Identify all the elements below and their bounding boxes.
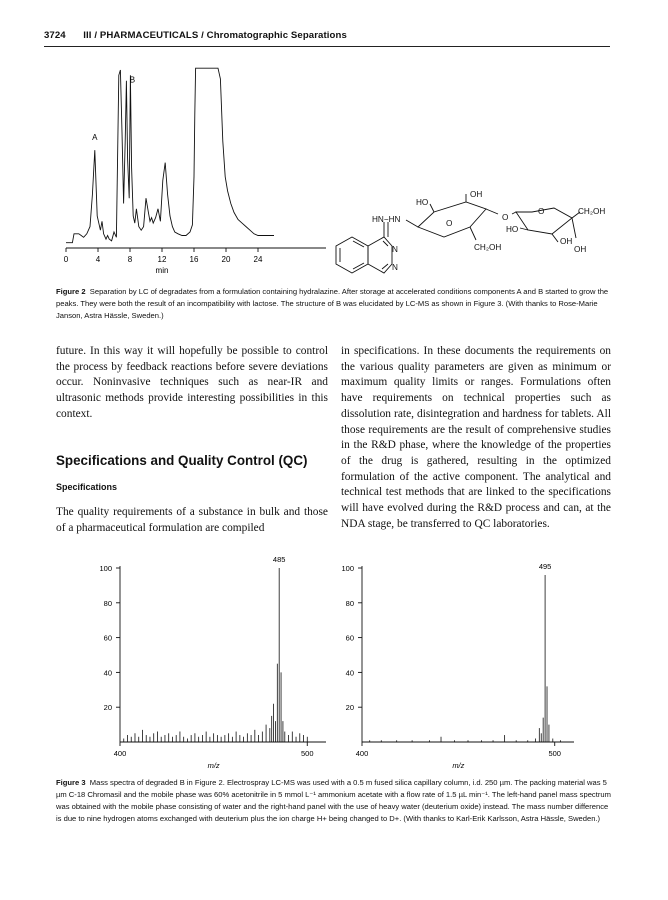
ms-right-y-tick-label: 20 <box>345 703 354 713</box>
ms-left-y-tick-label: 80 <box>103 598 112 608</box>
hydralazine-lactose-structure <box>326 182 626 282</box>
ms-right-x-tick-label: 400 <box>355 749 369 758</box>
figure2-caption-text: Separation by LC of degradates from a formulation containing hydralazine. After storage at accelerated conditions components A and B started to grow the peaks. They were both the result of an incompatibility with lactose. The structure of B was elucidated by LC-MS as shown in Figure 3. (With thanks to Rose-Marie Janson, Astra Hässle, Sweden.) <box>56 287 609 320</box>
ms-right-y-tick-label: 80 <box>345 598 354 608</box>
chrom-x-tick-label: 20 <box>221 255 231 264</box>
label-oh3: OH <box>574 245 587 254</box>
label-n1: N <box>392 245 398 254</box>
chrom-x-tick-label: 24 <box>253 255 263 264</box>
ms-right-x-tick-label: 500 <box>548 749 561 758</box>
page-number: 3724 <box>44 30 66 41</box>
peak-label-a: A <box>92 133 98 143</box>
benzene-ring <box>336 237 368 273</box>
figure3-caption <box>56 777 612 825</box>
label-o-link: O <box>502 213 509 222</box>
chromatogram-trace <box>66 68 274 243</box>
peak-label-b: B <box>129 75 136 85</box>
ms-right-y-tick-label: 60 <box>345 633 354 643</box>
ms-left-y-tick-label: 100 <box>99 564 112 573</box>
ms-left-x-tick-label: 500 <box>301 749 314 758</box>
label-o-ring1: O <box>446 219 453 228</box>
label-hn-hn: HN−HN <box>372 215 401 224</box>
chromatogram-chart <box>56 58 328 280</box>
mass-spectrum-right <box>334 550 584 772</box>
ms-left-peak-label: 485 <box>272 555 286 564</box>
figure2-caption <box>56 286 612 322</box>
ms-right-x-axis-label: m/z <box>452 761 465 770</box>
label-ch2oh2: CH₂OH <box>578 207 606 216</box>
chrom-x-axis-label: min <box>155 266 169 275</box>
chrom-x-tick-label: 0 <box>63 255 69 264</box>
figure2-caption-label: Figure 2 <box>56 287 86 296</box>
subsection-heading: Specifications <box>56 481 118 492</box>
left-paragraph-1: future. In this way it will hopefully be possible to control the process by feedback reactions before severe deviations occur. Noninvasive techniques such as near-IR and ultrasonic methods provide interesting possibilities in this context. <box>56 345 328 420</box>
label-ho1: HO <box>416 198 429 207</box>
chrom-x-tick-label: 8 <box>127 255 133 264</box>
ms-left-y-tick-label: 60 <box>103 633 112 643</box>
chrom-x-tick-label: 16 <box>189 255 199 264</box>
header-rule <box>44 46 610 47</box>
running-header <box>44 30 347 41</box>
ms-left-y-tick-label: 40 <box>103 668 112 678</box>
mass-spectrum-left <box>84 550 334 772</box>
label-o-ring2: O <box>538 207 545 216</box>
ms-left-x-tick-label: 400 <box>113 749 127 758</box>
label-n2: N <box>392 263 398 272</box>
ms-right-peak-label: 495 <box>538 561 552 571</box>
chrom-x-tick-label: 12 <box>157 255 167 264</box>
label-ho2: HO <box>506 225 519 234</box>
section-heading: Specifications and Quality Control (QC) <box>56 452 308 468</box>
label-oh1: OH <box>470 190 483 199</box>
label-ch2oh1: CH₂OH <box>474 243 502 252</box>
figure3-caption-label: Figure 3 <box>56 778 86 787</box>
ms-right-y-tick-label: 40 <box>345 668 354 678</box>
right-paragraph-1: in specifications. In these documents the requirements on the various quality parameters are given as minimum or maximum quality limits or ranges. Formulations often have requirements on technical properties such as dissolution rate, disintegration and hardness for tablets. All those requirements are the result of comprehensive studies in the R&D phase, where the knowledge of the properties of the drug is gathered, resulting in the optimized formulation of the active component. The analytical and technical test methods that are linked to the specifications will have evolved during the R&D process and can, at the NDA stage, be transferred to QC laboratories. <box>341 345 611 530</box>
ms-left-y-tick-label: 20 <box>103 703 112 713</box>
figure3-caption-text: Mass spectra of degraded B in Figure 2. Electrospray LC-MS was used with a 0.5 m fused silica capillary column, i.d. 250 µm. The packing material was 5 µm C-18 Chromasil and the mobile phase was 60% acetonitrile in 5 mmol L⁻¹ ammonium acetate with a flow rate of 1.5 µL min⁻¹. The left-hand panel mass spectrum was obtained with the mobile phase consisting of water and the right-hand panel with the use of heavy water (deuterium oxide) instead. The mass number difference is due to nine hydrogen atoms exchanged with deuterium plus the ion charge H+ being changed to D+. (With thanks to Karl-Erik Karlsson, Astra Hässle, Sweden.) <box>56 778 611 823</box>
ms-left-x-axis-label: m/z <box>207 761 220 770</box>
ms-right-y-tick-label: 100 <box>341 564 354 573</box>
left-column <box>56 344 328 537</box>
pyridazine-ring <box>368 237 392 273</box>
running-title: III / PHARMACEUTICALS / Chromatographic Separations <box>83 30 347 41</box>
left-paragraph-2: The quality requirements of a substance in bulk and those of a pharmaceutical formulation are compiled <box>56 506 328 534</box>
right-column <box>341 344 611 532</box>
label-oh2: OH <box>560 237 573 246</box>
chrom-x-tick-label: 4 <box>95 255 101 264</box>
